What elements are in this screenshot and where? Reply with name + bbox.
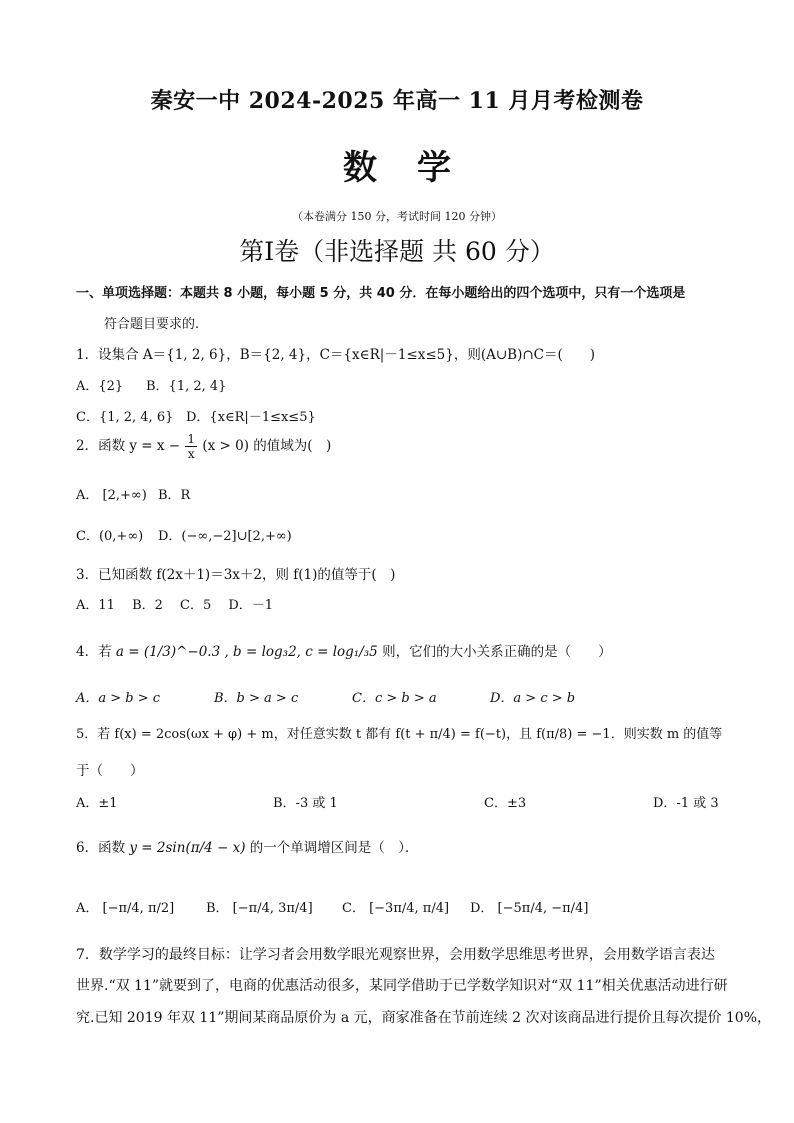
q2-stem [76,432,331,461]
q4-pre: 4．若 [76,644,112,660]
q5-option-c: C．±3 [484,796,527,811]
q5-stem: 5．若 f(x) = 2cos(ωx + φ) + m，对任意实数 t 都有 f(t + π/4) = f(−t)，且 f(π/8) = −1．则实数 m 的值等 [76,727,723,742]
q3-stem: 3．已知函数 f(2x＋1)＝3x＋2，则 f(1)的值等于( ) [76,567,396,583]
q4-option-c: C．c > b > a [352,691,437,706]
q4-stem [76,640,612,660]
q2-option-c: C．(0,+∞) [76,529,144,544]
q2-option-d: D．(−∞,−2]∪[2,+∞) [158,529,292,544]
q6-stem [76,836,419,856]
q1-stem: 1．设集合 A＝{1, 2, 6}，B＝{2, 4}，C＝{x∈R|－1≤x≤5}，则(A∪B)∩C＝( ) [76,347,596,363]
q2-fraction [185,432,197,461]
q2-frac-den: x [187,447,195,461]
q6-option-d: D． [−5π/4, −π/4] [470,901,589,916]
q6-option-a: A． [−π/4, π/2] [76,901,175,916]
q2-pre: 2．函数 y = x − [76,438,181,454]
q1-option-a: A．{2} [76,379,124,394]
q5-option-b: B．-3 或 1 [273,796,338,811]
section-heading: 一、单项选择题：本题共 8 小题，每小题 5 分，共 40 分．在每小题给出的四个选项中，只有一个选项是 [76,286,686,301]
q6-post: 的一个单调增区间是（ ）． [249,840,419,856]
q5-stem-cont: 于（ ） [76,763,144,779]
q2-frac-num: 1 [187,432,196,446]
q5-option-a: A．±1 [76,796,118,811]
part-title: 第Ⅰ卷（非选择题 共 60 分） [239,237,555,266]
q4-option-b: B．b > a > c [214,691,299,706]
q1-option-d: D．{x∈R|－1≤x≤5} [186,410,316,425]
section-heading-cont: 符合题目要求的. [104,317,200,332]
q4-option-d: D．a > c > b [490,691,576,706]
q5-option-d: D．-1 或 3 [653,796,719,811]
exam-note: （本卷满分 150 分，考试时间 120 分钟） [292,210,502,223]
q4-expression: a = (1/3)^−0.3 , b = log₃2, c = log₁/₃5 [115,644,378,660]
subject-title: 数学 [343,148,491,188]
q4-option-a: A．a > b > c [76,691,161,706]
q6-expression: y = 2sin(π/4 − x) [129,840,246,856]
q1-option-c: C．{1, 2, 4, 6} [76,410,174,425]
exam-title: 秦安一中 2024-2025 年高一 11 月月考检测卷 [150,88,644,114]
q7-line-2: 世界.“双 11”就要到了，电商的优惠活动很多，某同学借助于已学数学知识对“双 11”相关优惠活动进行研 [76,978,728,994]
q2-option-a: A． [2,+∞) [76,488,147,503]
q7-line-3: 究.已知 2019 年双 11”期间某商品原价为 a 元，商家准备在节前连续 2 次对该商品进行提价且每次提价 10%， [76,1010,772,1026]
q6-option-b: B． [−π/4, 3π/4] [206,901,313,916]
q3-options: A．11 B．2 C．5 D．－1 [76,598,274,613]
q6-pre: 6．函数 [76,840,126,856]
q4-post: 则，它们的大小关系正确的是（ ） [382,644,612,660]
q6-option-c: C． [−3π/4, π/4] [342,901,450,916]
q1-option-b: B．{1, 2, 4} [146,379,227,394]
q7-line-1: 7．数学学习的最终目标：让学习者会用数学眼光观察世界，会用数学思维思考世界，会用数学语言表达 [76,947,715,963]
q2-post: (x > 0) 的值域为( ) [202,438,332,454]
q2-option-b: B．R [158,488,191,503]
